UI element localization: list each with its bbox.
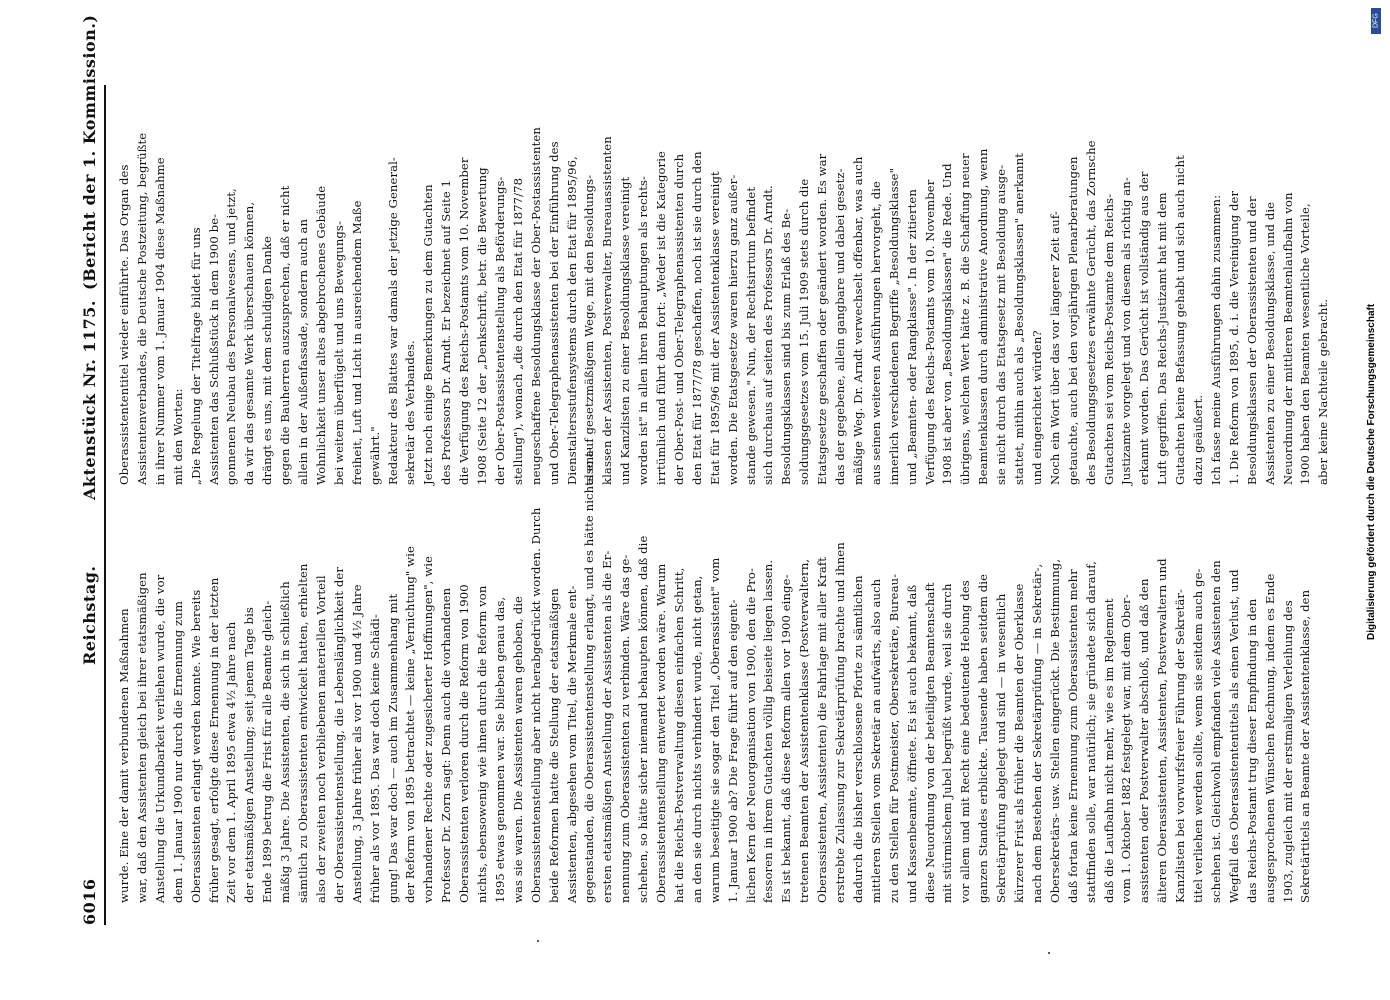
text-line: und „Beamten- oder Rangklasse". In der zitierten: [904, 189, 919, 485]
text-line: erkannt worden. Das Gerücht ist vollständig aus der: [1137, 171, 1152, 485]
text-line: der Reform von 1895 betrachtet — keine „Vernichtung" wie: [403, 546, 418, 903]
text-line: klassen der Assistenten, Postverwalter, Bureauassistenten: [600, 136, 615, 485]
text-line: 1903, zugleich mit der erstmaligen Verleihung des: [1280, 600, 1295, 903]
text-line: Assistenten, abgesehen vom Titel, die Merkmale ent-: [564, 585, 579, 903]
text-line: an den sie durch nichts verhindert wurde, nicht getan,: [689, 575, 704, 903]
text-line: dadurch die bisher verschlossene Pforte zu sämtlichen: [850, 575, 865, 903]
text-line: Justizamte vorgelegt und von diesem als richtig an-: [1119, 177, 1134, 485]
text-line: der Ober-Post- und Ober-Telegraphenassistenten durch: [671, 153, 686, 485]
text-line: vorhandener Rechte oder zugesicherter Hoffnungen", wie: [421, 555, 436, 903]
text-line: Oberassistentenstellung aber nicht herabgedrückt worden. Durch: [528, 507, 543, 903]
text-line: Beamtenklassen durch administrative Anordnung, wenn: [976, 148, 991, 485]
text-line: nennung zum Oberassistenten zu verbinden. Wäre das ge-: [618, 554, 633, 903]
text-line: und eingerichtet würden?: [1029, 330, 1044, 485]
text-line: der Ober-Postassistentenstellung als Beförderungs-: [492, 176, 507, 485]
text-line: daß die Laufbahn nicht mehr, wie es im Reglement: [1101, 598, 1116, 903]
text-line: Professor Dr. Zorn sagt: Denn auch die vorhandenen: [439, 587, 454, 903]
text-line: worden. Die Etatsgesetze waren hierzu ganz außer-: [725, 174, 740, 485]
text-line: nach dem Bestehen der Sekretärprüfung — in Sekretär-,: [1029, 563, 1044, 903]
text-line: übrigens, welchen Wert hätte z. B. die Schaffung neuer: [958, 153, 973, 485]
header-left-title: Reichstag.: [80, 565, 99, 665]
text-line: mit den Worten:: [170, 388, 185, 485]
text-line: sämtlich zu Oberassistenten entwickelt hatten, erhielten: [296, 563, 310, 903]
digitization-note: Digitalisierung gefördert durch die Deutsche Forschungsgemeinschaft: [1366, 303, 1377, 640]
text-line: und Kanzlisten zu einer Besoldungsklasse vereinigt: [618, 176, 633, 485]
text-line: Etatsgesetze geschaffen oder geändert worden. Es war: [815, 153, 830, 485]
text-line: mit stürmischem Jubel begrüßt wurde, weil sie durch: [940, 583, 955, 903]
text-line: Sekretärprüfung abgelegt und sind — in wesentlich: [994, 593, 1009, 903]
speck: [537, 940, 539, 942]
text-line: Jetzt noch einige Bemerkungen zu dem Gutachten: [421, 184, 436, 485]
text-line: kürzerer Frist als früher die Beamten der Oberklasse: [1012, 583, 1026, 903]
text-line: stellung"), wonach „die durch den Etat für 1877/78: [510, 177, 525, 485]
text-line: fessoren in ihrem Gutachten völlig beiseite liegen lassen.: [761, 559, 776, 903]
text-line: des Besoldungsgesetzes erwähnte Gerücht, das Zornsche: [1083, 140, 1098, 485]
page-number: 6016: [80, 878, 99, 925]
text-line: tretenen Beamten der Assistentenklasse (Postverwaltern,: [797, 558, 812, 903]
text-line: den Etat für 1877/78 geschaffen, noch ist sie durch den: [689, 151, 704, 485]
text-line: erstrebte Zulassung zur Sekretärprüfung brachte und ihnen: [833, 542, 847, 903]
text-line: beide Reformen hatte die Stellung der etatsmäßigen: [546, 588, 561, 903]
text-line: der Oberassistentenstellung, die Lebenslänglichkeit der: [331, 567, 346, 903]
text-line: Kanzlisten bei vorwurfsfreier Führung der Sekretär-: [1173, 588, 1188, 903]
text-line: was sie waren. Die Assistenten waren gehoben, die: [510, 595, 525, 903]
header-center-title: Aktenstück Nr. 1175.: [80, 300, 99, 500]
text-line: in ihrer Nummer vom 1. Januar 1904 diese Maßnahme: [152, 157, 167, 485]
text-line: 1900 haben den Beamten wesentliche Vorteile,: [1298, 203, 1313, 485]
header-right-title: (Bericht der 1. Kommission.): [80, 14, 99, 290]
text-line: titel verliehen werden sollte, wenn sie seitdem auch ge-: [1191, 568, 1205, 903]
text-line: 1. Die Reform von 1895, d. i. die Vereinigung der: [1226, 190, 1241, 485]
text-line: Neuordnung der mittleren Beamtenlaufbahn von: [1280, 192, 1295, 485]
text-line: dazu geäußert.: [1191, 394, 1205, 485]
text-line: warum beseitigte sie sogar den Titel „Oberassistent" vom: [707, 557, 722, 903]
text-line: daß fortan keine Ernennung zum Oberassistenten mehr: [1065, 569, 1080, 903]
text-line: gegen die Bauherren auszusprechen, daß er nicht: [278, 185, 293, 485]
text-line: Assistenten das Schlußstück in dem 1900 be-: [206, 213, 221, 485]
text-line: Zeit vor dem 1. April 1895 etwa 4½ Jahre nach: [224, 621, 239, 903]
text-line: zu den Stellen für Postmeister, Obersekretäre, Bureau-: [886, 573, 901, 903]
text-line: Besoldungsklassen sind bis zum Erlaß des Be-: [779, 208, 794, 485]
text-line: Gutachten sei vom Reichs-Postamte dem Reichs-: [1101, 193, 1116, 485]
text-line: vor allem und mit Recht eine bedeutende Hebung des: [958, 580, 973, 903]
text-line: allein in der Außenfassade, sondern auch an: [296, 218, 310, 485]
text-line: Ich fasse meine Ausführungen dahin zusammen:: [1208, 194, 1223, 485]
text-line: ausgesprochenen Wünschen Rechnung, indem es Ende: [1262, 573, 1277, 903]
text-line: worden ist" in allen ihren Behauptungen als rechts-: [636, 175, 651, 485]
text-line: Oberassistenten verloren durch die Reform von 1900: [457, 584, 472, 903]
text-line: hat die Reichs-Postverwaltung diesen einfachen Schritt,: [671, 567, 686, 903]
text-line: früher als vor 1895. Das war doch keine Schädi-: [367, 614, 382, 903]
text-line: stattet, mithin auch als „Besoldungsklassen" anerkannt: [1012, 152, 1026, 485]
text-line: Etat für 1895/96 mit der Assistentenklasse vereinigt: [707, 171, 722, 485]
text-line: soldungsgesetzes vom 15. Juli 1909 stets durch die: [797, 178, 812, 485]
text-line: getauchte, auch bei den vorjährigen Plenarberatungen: [1065, 156, 1080, 485]
text-line: da wir das gesamte Werk überschauen können,: [242, 201, 257, 485]
text-line: sekretär des Verbandes.: [403, 340, 418, 485]
speck: [1048, 952, 1050, 954]
text-line: Oberassistenten erlangt werden konnte. Wie bereits: [188, 589, 203, 903]
text-line: Redakteur des Blattes war damals der jetzige General-: [385, 157, 400, 485]
text-line: die Verfügung des Reichs-Postamts vom 10. November: [457, 157, 472, 485]
header-rule: [104, 85, 118, 925]
text-line: 1908 (Seite 12 der „Denkschrift, betr. die Bewertung: [475, 167, 489, 485]
text-line: das Reichs-Postamt trug dieser Empfindung in den: [1244, 598, 1259, 903]
text-line: Oberassistenten, Assistenten) die Fahrlage mit aller Kraft: [815, 556, 830, 903]
text-line: Obersekretärs- usw. Stellen eingerückt. Die Bestimmung,: [1047, 558, 1062, 903]
text-line: das der gegebene, allein gangbare und dabei gesetz-: [833, 168, 847, 485]
text-line: aus seinen weiteren Ausführungen hervorgeht, die: [868, 180, 883, 485]
text-line: mäßige Weg. Dr. Arndt verwechselt offenbar, was auch: [850, 156, 865, 485]
text-line: ganzen Standes erblickte. Tausende haben seitdem die: [976, 573, 991, 903]
text-line: Anstellung, 3 Jahre früher als vor 1900 und 4½ Jahre: [349, 584, 364, 903]
text-line: mäßig 3 Jahre. Die Assistenten, die sich in schließlich: [278, 581, 293, 903]
text-line: schehen ist. Gleichwohl empfanden viele Assistenten den: [1208, 560, 1223, 903]
text-line: aber keine Nachteile gebracht.: [1316, 299, 1331, 485]
text-line: Oberassistententitel wieder einführte. Das Organ des: [117, 164, 131, 485]
text-line: ersten etatsmäßigen Anstellung der Assistenten als die Er-: [600, 550, 615, 903]
dfg-logo: DFG: [1371, 8, 1381, 34]
text-line: 1. Januar 1900 ab? Die Frage führt auf den eigent-: [725, 599, 740, 903]
text-line: Dienstaltersstufensystems durch den Etat für 1895/96,: [564, 156, 579, 485]
text-line: also auf gesetzmäßigem Wege, mit den Besoldungs-: [582, 174, 597, 485]
text-line: Oberassistentenstellung entwertet worden wäre. Warum: [654, 563, 668, 903]
text-line: stattfinden solle, war natürlich; sie gründete sich darauf,: [1083, 560, 1098, 903]
text-line: stande gewesen." Nun, der Rechtsirrtum befindet: [743, 186, 758, 485]
text-line: Wegfall des Oberassistententitels als einen Verlust, und: [1226, 569, 1241, 903]
text-line: Sekretärtitels an Beamte der Assistentenklasse, den: [1298, 589, 1313, 903]
text-line: sich durchaus auf seiten des Professors Dr. Arndt.: [761, 185, 776, 485]
text-line: gewährt.": [367, 426, 382, 485]
text-line: älteren Oberassistenten, Assistenten, Postverwaltern und: [1155, 558, 1170, 903]
text-line: Assistenten zu einer Besoldungsklasse, und die: [1262, 201, 1277, 485]
text-line: wurde. Eine der damit verbundenen Maßnahmen: [117, 608, 131, 903]
text-line: 1908 ist aber von „Besoldungsklassen" die Rede. Und: [940, 163, 955, 485]
text-line: sie nicht durch das Etatsgesetz mit Besoldung ausge-: [994, 164, 1009, 485]
text-line: Gutachten keine Befassung gehabt und sich auch nicht: [1173, 155, 1188, 485]
text-line: mittleren Stellen vom Sekretär an aufwärts, also auch: [868, 578, 883, 903]
text-line: also der zweiten noch verbliebenen materiellen Vorteil: [313, 575, 328, 903]
text-line: Besoldungsklassen der Oberassistenten und der: [1244, 196, 1259, 485]
text-line: nichts, ebensowenig wie ihnen durch die Reform von: [475, 585, 489, 903]
text-line: „Die Regelung der Titelfrage bildet für uns: [188, 227, 203, 485]
text-line: Luft gegriffen. Das Reichs-Justizamt hat mit dem: [1155, 192, 1170, 485]
text-line: assistenten oder Postverwalter abschloß, und daß den: [1137, 578, 1152, 903]
text-line: neugeschaffene Besoldungsklasse der Ober-Postassistenten: [528, 127, 543, 485]
text-line: freiheit, Luft und Licht in ausreichendem Maße: [349, 200, 364, 485]
text-line: und Kassenbeamte, öffnete. Es ist auch bekannt, daß: [904, 584, 919, 903]
text-line: dem 1. Januar 1900 nur durch die Ernennung zum: [170, 601, 185, 903]
text-line: Es ist bekannt, daß diese Reform allen vor 1900 einge-: [779, 574, 794, 903]
text-line: Wohnlichkeit unser altes abgebrochenes Gebäude: [313, 185, 328, 485]
text-line: diese Neuordnung von der beteiligten Beamtenschaft: [922, 582, 937, 903]
text-line: früher gesagt, erfolgte diese Ernennung in der letzten: [206, 577, 221, 903]
text-line: Anstellung die Urkundbarkeit verliehen wurde, die vor: [152, 574, 167, 903]
text-line: und Ober-Telegraphenassistenten bei der Einführung des: [546, 141, 561, 485]
text-line: Assistentenverbandes, die Deutsche Postzeitung, begrüßte: [134, 132, 149, 485]
text-line: vom 1. Oktober 1882 festgelegt war, mit dem Ober-: [1119, 594, 1134, 903]
text-line: bei weitem überflügelt und uns Bewegungs-: [331, 221, 346, 485]
text-line: Noch ein Wort über das vor längerer Zeit auf-: [1047, 211, 1062, 485]
text-line: innerlich verschiedenen Begriffe „Besoldungsklasse": [886, 167, 901, 485]
text-line: Ende 1899 betrug die Frist für alle Beamte gleich-: [260, 600, 275, 903]
text-line: der etatsmäßigen Anstellung; seit jenem Tage bis: [242, 607, 257, 903]
text-line: drängt es uns, mit dem schuldigen Danke: [260, 236, 275, 485]
text-line: gonnenen Neubau des Personalwesens, und jetzt,: [224, 188, 239, 485]
text-line: schehen, so hätte sicher niemand behaupten können, daß die: [636, 535, 651, 903]
text-line: lichen Kern der Neuorganisation von 1900, den die Pro-: [743, 568, 758, 903]
text-line: Verfügung des Reichs-Postamts vom 10. November: [922, 179, 937, 485]
text-line: 1895 etwas genommen war. Sie blieben genau das,: [492, 596, 507, 903]
text-line: irrtümlich und führt dann fort: „Weder ist die Kategorie: [654, 151, 668, 485]
text-line: war, daß den Assistenten gleich bei ihrer etatsmäßigen: [134, 572, 149, 903]
text-line: des Professors Dr. Arndt. Er bezeichnet auf Seite 1: [439, 179, 454, 485]
text-line: gegenstanden, die Oberassistentenstellung erlangt, und es hätte nichts ent-: [582, 447, 597, 903]
text-line: gung! Das war doch — auch im Zusammenhang mit: [385, 593, 400, 903]
